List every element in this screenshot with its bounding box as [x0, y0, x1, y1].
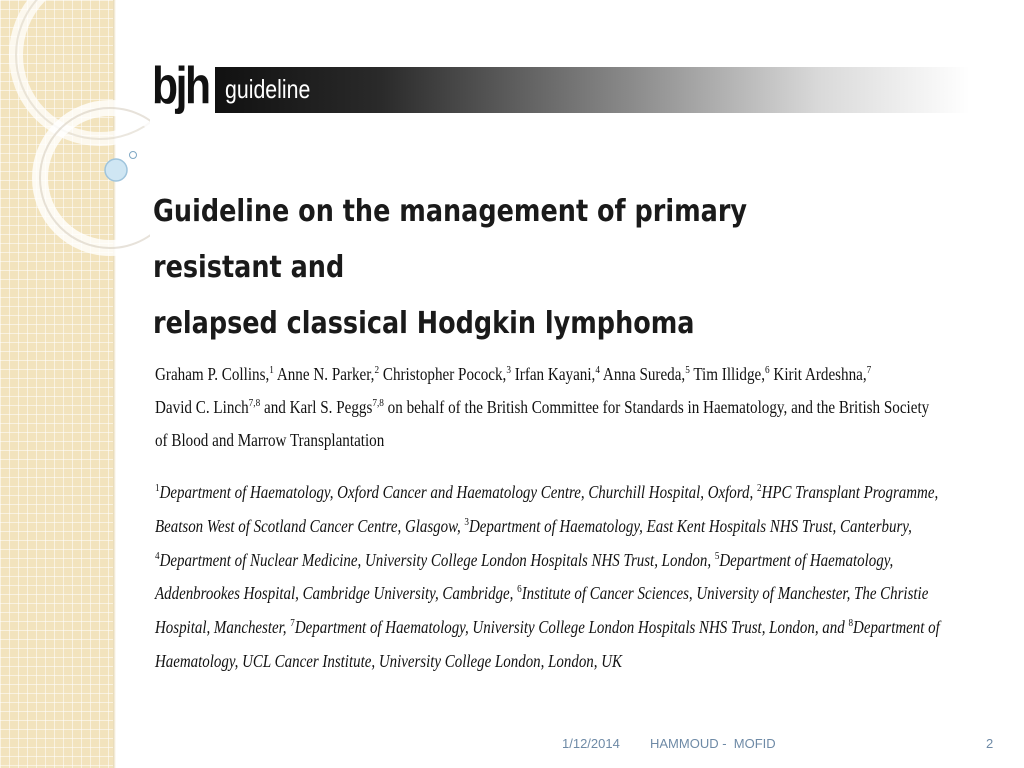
affiliation-marker: 2 — [374, 364, 380, 376]
author-name: Graham P. Collins, — [155, 364, 270, 384]
footer-author: HAMMOUD - MOFID — [650, 736, 776, 751]
affiliation-number: 3 — [464, 515, 469, 528]
affiliation-text: Department of Haematology, UCL Cancer Institute, University College London, London, UK — [155, 617, 940, 671]
affiliation-text: Department of Haematology, University College London Hospitals NHS Trust, London, and — [294, 617, 849, 638]
author-name: Irfan Kayani, — [510, 364, 596, 384]
affiliation-number: 6 — [517, 583, 522, 596]
slide-number: 2 — [986, 736, 994, 751]
author-name: Christopher Pocock, — [379, 364, 507, 384]
affiliation-number: 5 — [714, 549, 720, 562]
author-list — [155, 358, 945, 457]
title-line-1: Guideline on the management of primary resistant and — [153, 194, 748, 285]
author-name: Anne N. Parker, — [273, 364, 375, 384]
affiliation-marker: 7,8 — [248, 397, 261, 409]
affiliation-marker: 5 — [685, 364, 690, 376]
affiliation-marker: 7 — [866, 364, 872, 376]
affiliation-number: 2 — [756, 482, 762, 494]
affiliation-text: Department of Nuclear Medicine, University College London Hospitals NHS Trust, London, — [159, 549, 715, 570]
affiliations — [155, 476, 952, 679]
title-line-2: relapsed classical Hodgkin lymphoma — [153, 306, 695, 341]
affiliation-text: Department of Haematology, East Kent Hospitals NHS Trust, Canterbury, — [468, 515, 912, 536]
affiliation-marker: 4 — [595, 364, 600, 376]
logo-mark: bjh — [152, 57, 209, 115]
author-name: David C. Linch — [155, 397, 249, 417]
affiliation-number: 4 — [155, 549, 160, 562]
affiliation-text: Institute of Cancer Sciences, University of Manchester, The Christie Hospital, Manchester, — [155, 583, 929, 638]
author-name: Kirit Ardeshna, — [769, 364, 867, 384]
affiliation-marker: 6 — [765, 364, 770, 376]
article-title — [153, 184, 799, 352]
affiliation-text: Department of Haematology, Oxford Cancer and Haematology Centre, Churchill Hospital, Oxford, — [159, 482, 757, 502]
affiliation-text: HPC Transplant Programme, Beatson West of Scotland Cancer Centre, Glasgow, — [155, 482, 939, 536]
decorative-rings — [0, 0, 150, 260]
footer-date: 1/12/2014 — [562, 736, 620, 751]
affiliation-marker: 1 — [269, 364, 274, 376]
affiliation-number: 1 — [155, 482, 160, 494]
affiliation-marker: 3 — [506, 364, 511, 376]
logo-gradient-strip — [215, 67, 970, 113]
affiliation-text: Department of Haematology, Addenbrookes Hospital, Cambridge University, Cambridge, — [155, 549, 894, 604]
affiliation-number: 8 — [848, 617, 854, 630]
author-behalf: on behalf of the British Committee for Standards in Haematology, and the British Society of Blood and Marrow Transplantation — [155, 397, 930, 450]
affiliation-marker: 7,8 — [372, 397, 384, 409]
author-name: and Karl S. Peggs — [260, 397, 373, 417]
author-name: Anna Sureda, — [599, 364, 686, 384]
journal-logo — [152, 56, 970, 128]
affiliation-number: 7 — [290, 617, 295, 630]
author-name: Tim Illidge, — [689, 364, 766, 384]
logo-word: guideline — [225, 74, 311, 104]
